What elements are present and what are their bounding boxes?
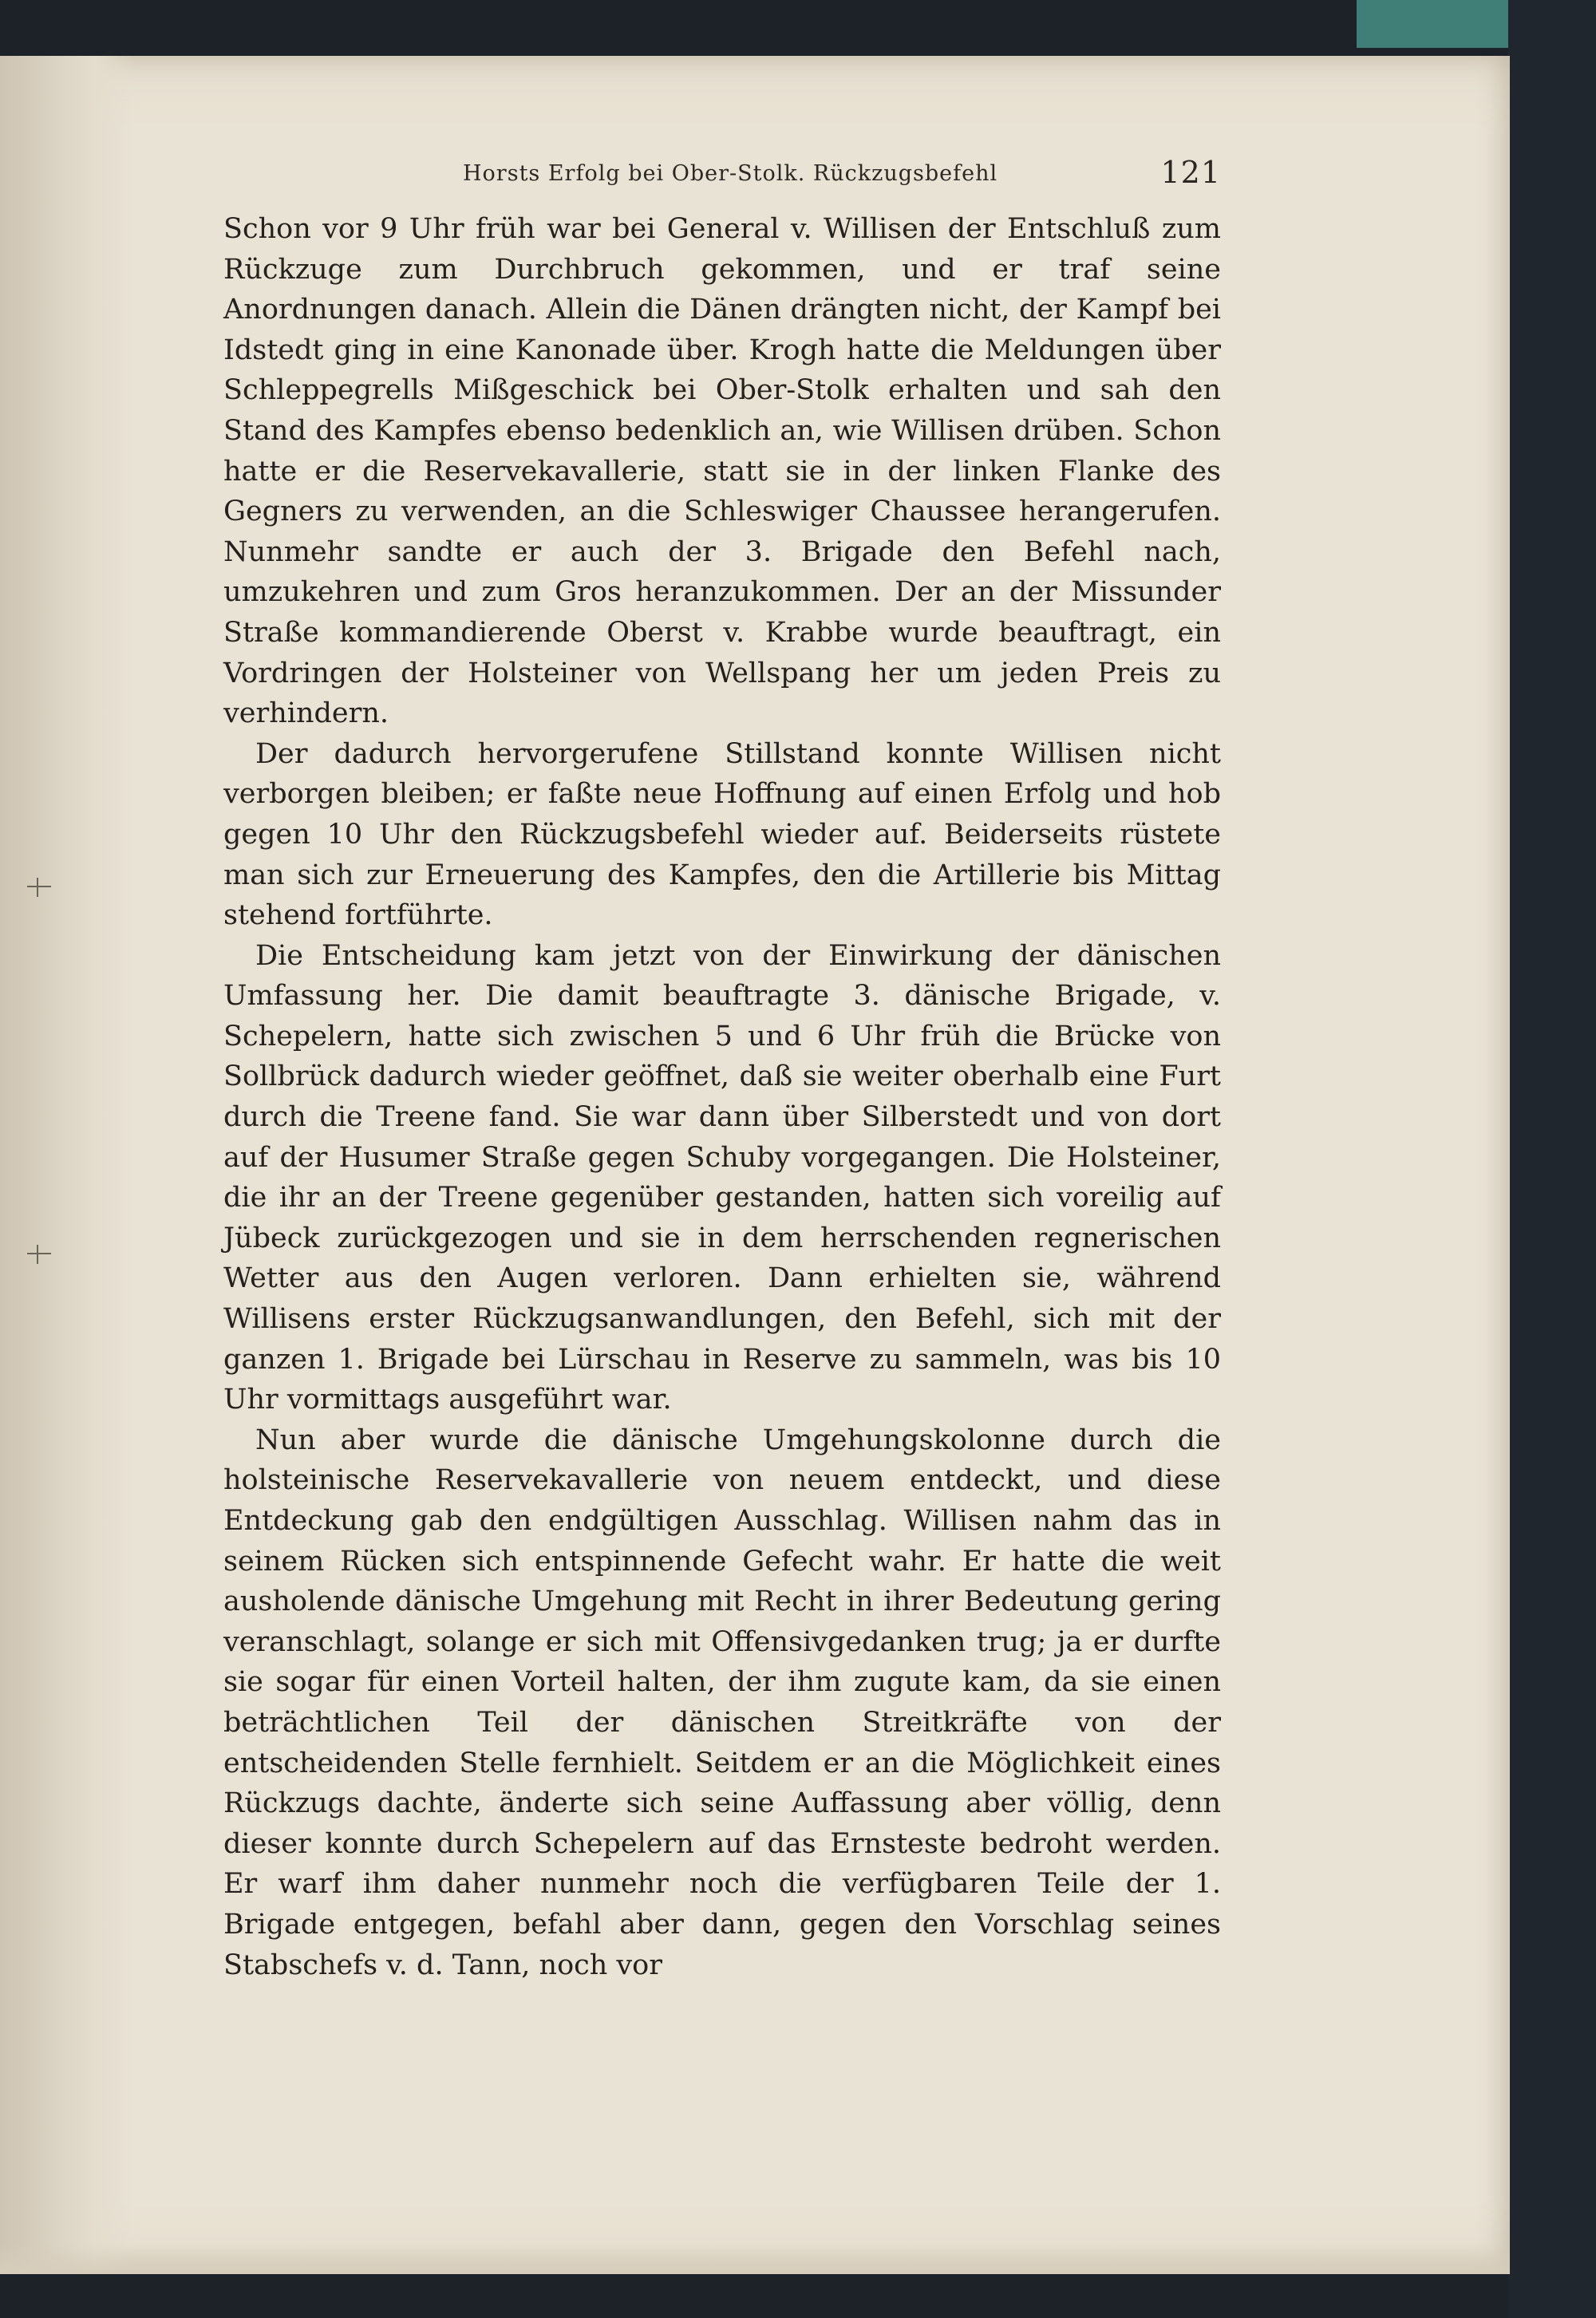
running-header <box>223 152 1221 199</box>
page-bottom-edge <box>0 2242 1510 2274</box>
margin-mark <box>27 1253 51 1254</box>
background-surface <box>1508 0 1596 2318</box>
page-gutter-shadow <box>0 56 136 2274</box>
paragraph: Nun aber wurde die dänische Umgehungskolonne durch die holsteinische Reservekavallerie von neuem entdeckt, und diese Entdeckung gab den endgültigen Ausschlag. Willisen nahm das in seinem Rücken sich entspinnende Gefecht wahr. Er hatte die weit ausholende dänische Umgehung mit Recht in ihrer Bedeutung gering veranschlagt, solange er sich mit Offensivgedanken trug; ja er durfte sie sogar für einen Vorteil halten, der ihm zugute kam, da sie einen beträchtlichen Teil der dänischen Streitkräfte von der entscheidenden Stelle fernhielt. Seitdem er an die Möglichkeit eines Rückzugs dachte, änderte sich seine Auffassung aber völlig, denn dieser konnte durch Schepelern auf das Ernsteste bedroht werden. Er warf ihm daher nunmehr noch die verfügbaren Teile der 1. Brigade entgegen, befahl aber dann, gegen den Vorschlag seines Stabschefs v. d. Tann, noch vor <box>223 1424 1221 1981</box>
running-title: Horsts Erfolg bei Ober-Stolk. Rückzugsbefehl <box>463 161 998 186</box>
page-number: 121 <box>1160 155 1221 190</box>
paragraph: Der dadurch hervorgerufene Stillstand konnte Willisen nicht verborgen bleiben; er faßte neue Hoffnung auf einen Erfolg und hob gegen 10 Uhr den Rückzugsbefehl wieder auf. Beiderseits rüstete man sich zur Erneuerung des Kampfes, den die Artillerie bis Mittag stehend fortführte. <box>223 737 1221 932</box>
paragraph: Die Entscheidung kam jetzt von der Einwirkung der dänischen Umfassung her. Die damit beauftragte 3. dänische Brigade, v. Schepelern, hatte sich zwischen 5 und 6 Uhr früh die Brücke von Sollbrück dadurch wieder geöffnet, daß sie weiter oberhalb eine Furt durch die Treene fand. Sie war dann über Silberstedt und von dort auf der Husumer Straße gegen Schuby vorgegangen. Die Holsteiner, die ihr an der Treene gegenüber gestanden, hatten sich voreilig auf Jübeck zurückgezogen und sie in dem herrschenden regnerischen Wetter aus den Augen verloren. Dann erhielten sie, während Willisens erster Rückzugsanwandlungen, den Befehl, sich mit der ganzen 1. Brigade bei Lürschau in Reserve zu sammeln, was bis 10 Uhr vormittags ausgeführt war. <box>223 939 1221 1416</box>
body-text <box>223 209 1221 1985</box>
margin-mark <box>37 878 38 897</box>
margin-mark <box>27 886 51 887</box>
paragraph: Schon vor 9 Uhr früh war bei General v. Willisen der Entschluß zum Rückzuge zum Durchbruch gekommen, und er traf seine Anordnungen danach. Allein die Dänen drängten nicht, der Kampf bei Idstedt ging in eine Kanonade über. Krogh hatte die Meldungen über Schleppegrells Mißgeschick bei Ober-Stolk erhalten und sah den Stand des Kampfes ebenso bedenklich an, wie Willisen drüben. Schon hatte er die Reservekavallerie, statt sie in der linken Flanke des Gegners zu verwenden, an die Schleswiger Chaussee herangerufen. Nunmehr sandte er auch der 3. Brigade den Befehl nach, umzukehren und zum Gros heranzukommen. Der an der Missunder Straße kommandierende Oberst v. Krabbe wurde beauftragt, ein Vordringen der Holsteiner von Wellspang her um jeden Preis zu verhindern. <box>223 213 1221 730</box>
margin-mark <box>37 1245 38 1264</box>
